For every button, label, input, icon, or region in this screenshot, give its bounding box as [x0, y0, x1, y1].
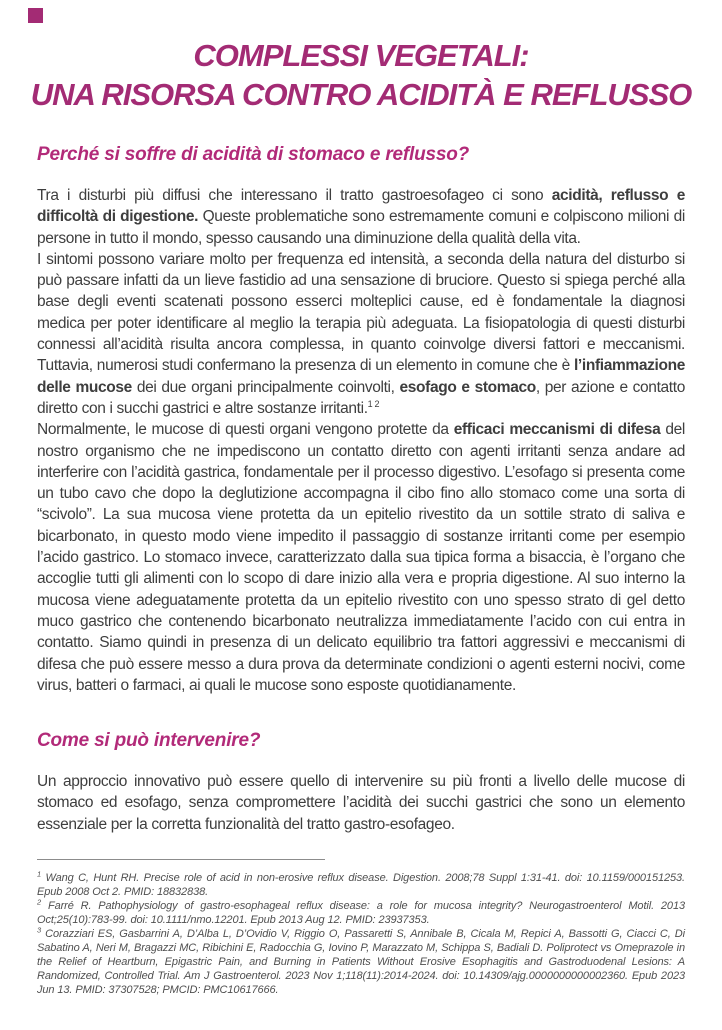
body-paragraph: I sintomi possono variare molto per frequenza ed intensità, a seconda della natura del disturbo si può passare infatti da un lieve fastidio ad una sensazione di bruciore. Questo si spiega perché alla base degli eventi scatenati possono esserci molteplici cause, ed è fondamentale la diagnosi medica per poter identificare al meglio la terapia più adeguata. La fisiopatologia di questi disturbi connessi all’acidità risulta ancora complessa, in quanto coinvolge diversi fattori e meccanismi. Tuttavia, numerosi studi confermano la presenza di un elemento in comune che è l’infiammazione delle mucose dei due organi principalmente coinvolti, esofago e stomaco, per azione e contatto diretto con i succhi gastrici e altre sostanze irritanti.$^{1 2}$	[37, 250, 685, 417]
section-why-acidity	[37, 144, 685, 696]
footnote-separator	[37, 859, 325, 860]
page-title	[18, 36, 704, 114]
footnote-marker: 1	[37, 869, 42, 879]
body-paragraph: Un approccio innovativo può essere quello di intervenire su più fronti a livello delle mucose di stomaco ed esofago, senza compromettere l’acidità dei succhi gastrici che sono un elemento essenziale per la corretta funzionalità del tratto gastro-esofageo.	[37, 773, 685, 833]
section-heading-intervene: Come si può intervenire?	[37, 730, 261, 752]
footnote-2	[37, 899, 685, 927]
page-title-line-2: UNA RISORSA CONTRO ACIDITÀ E REFLUSSO	[30, 77, 692, 112]
body-paragraph: Tra i disturbi più diffusi che interessano il tratto gastroesofageo ci sono acidità, reflusso e difficoltà di digestione. Queste problematiche sono estremamente comuni e colpiscono milioni di persone in tutto il mondo, spesso causando una diminuzione della qualità della vita.	[37, 187, 685, 247]
footnote-1	[37, 871, 685, 899]
footnote-text: Farré R. Pathophysiology of gastro-esophageal reflux disease: a role for mucosa integrity? Neurogastroenterol Motil. 2013 Oct;25(10):783-99. doi: 10.1111/nmo.12201. Epub 2013 Aug 12. PMID: 23937353.	[37, 900, 685, 927]
page-title-line-1: COMPLESSI VEGETALI:	[193, 38, 529, 73]
footnote-text: Wang C, Hunt RH. Precise role of acid in non-erosive reflux disease. Digestion. 2008;78 Suppl 1:31-41. doi: 10.1159/000151253. Epub 2008 Oct 2. PMID: 18832838.	[37, 872, 685, 899]
footnote-marker: 3	[37, 925, 42, 935]
brand-square-icon	[28, 8, 43, 23]
footnote-text: Corazziari ES, Gasbarrini A, D’Alba L, D’Ovidio V, Riggio O, Passaretti S, Annibale B, Cicala M, Repici A, Bassotti G, Ciacci C, Di Sabatino A, Neri M, Bragazzi MC, Ribichini E, Radocchia G, Iovino P, Marazzato M, Schippa S, Badiali D. Poliprotect vs Omeprazole in the Relief of Heartburn, Epigastric Pain, and Burning in Patients Without Erosive Esophagitis and Gastroduodenal Lesions: A Randomized, Controlled Trial. Am J Gastroenterol. 2023 Nov 1;118(11):2014-2024. doi: 10.14309/ajg.0000000000002360. Epub 2023 Jun 13. PMID: 37307528; PMCID: PMC10617666.	[37, 928, 685, 997]
section-heading-why: Perché si soffre di acidità di stomaco e reflusso?	[37, 144, 470, 165]
footnote-marker: 2	[37, 897, 42, 907]
footnote-3	[37, 927, 685, 997]
body-paragraph: Normalmente, le mucose di questi organi vengono protette da efficaci meccanismi di difesa del nostro organismo che ne impediscono un contatto diretto con agenti irritanti senza andare ad interferire con l’acidità gastrica, fondamentale per il processo digestivo. L’esofago si presenta come un tubo cavo che dopo la deglutizione accompagna il cibo fino allo stomaco come una sorta di “scivolo”. La sua mucosa viene protetta da un epitelio rivestito da un sottile strato di saliva e bicarbonato, in questo modo viene impedito il passaggio di sostanze irritanti come per esempio l’acido gastrico. Lo stomaco invece, caratterizzato dalla sua tipica forma a bisaccia, è l’organo che accoglie tutti gli alimenti con lo scopo di dare inizio alla vera e propria digestione. Al suo interno la mucosa viene adeguatamente protetta da un epitelio rivestito con uno spesso strato di gel detto muco gastrico che contenendo bicarbonato neutralizza immediatamente l’acido con cui entra in contatto. Siamo quindi in presenza di un delicato equilibrio tra fattori aggressivi e meccanismi di difesa che può essere messo a dura prova da determinate condizioni o agenti esterni nocivi, come virus, batteri o farmaci, ai quali le mucose sono esposte quotidianamente.	[37, 421, 686, 694]
section-how-intervene	[37, 730, 685, 835]
footnotes	[37, 871, 685, 997]
document-content	[0, 144, 722, 997]
